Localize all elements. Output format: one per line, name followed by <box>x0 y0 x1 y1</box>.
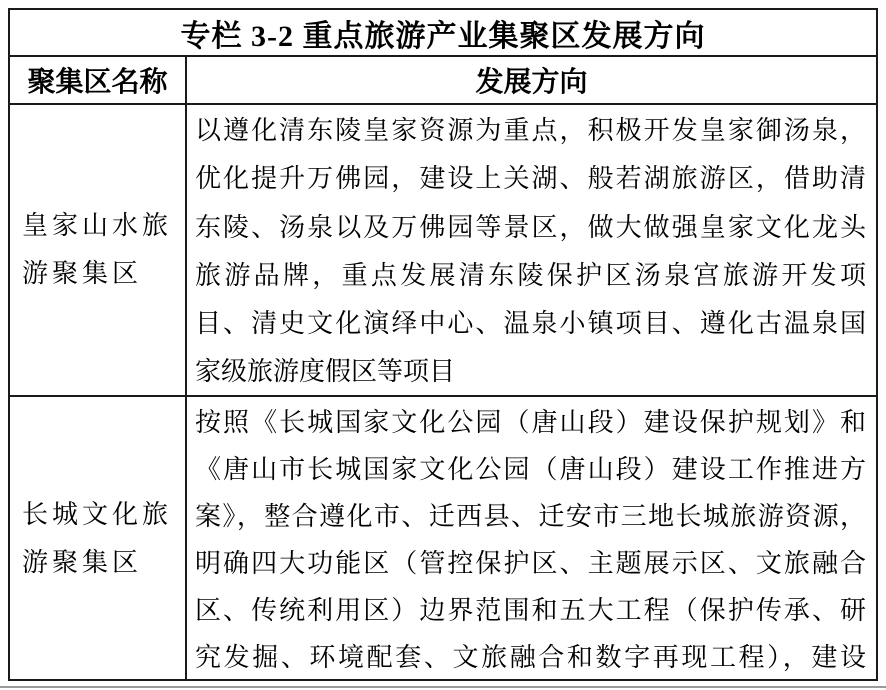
direction-cell <box>187 105 876 395</box>
header-development-direction: 发展方向 <box>475 67 588 98</box>
key-tourism-cluster-table <box>8 8 878 681</box>
table-continuation-line <box>0 686 886 688</box>
direction-line: 家级旅游度假区等项目 <box>195 357 456 387</box>
direction-paragraph <box>187 105 876 397</box>
cluster-name-cell <box>10 105 187 395</box>
direction-line: 究发掘、环境配套、文旅融合和数字再现工程），建设 <box>195 643 866 672</box>
cluster-name-great-wall: 长城文化旅游聚集区 <box>22 500 173 577</box>
table-header-row <box>10 57 876 105</box>
direction-line: 以遵化清东陵皇家资源为重点，积极开发皇家御汤泉， <box>195 116 866 145</box>
direction-line: 优化提升万佛园，建设上关湖、般若湖旅游区，借助清 <box>195 164 866 194</box>
direction-line: 《唐山市长城国家文化公园（唐山段）建设工作推进方 <box>195 455 866 484</box>
direction-line: 按照《长城国家文化公园（唐山段）建设保护规划》和 <box>195 408 866 437</box>
table-row-royal-landscape <box>10 105 876 397</box>
direction-line: 目、清史文化演绎中心、温泉小镇项目、遵化古温泉国 <box>195 309 866 339</box>
direction-line: 案》，整合遵化市、迁西县、迁安市三地长城旅游资源， <box>195 502 866 531</box>
cluster-name-cell <box>10 397 187 681</box>
direction-line: 旅游品牌，重点发展清东陵保护区汤泉宫旅游开发项 <box>195 260 866 290</box>
cluster-name-royal-landscape: 皇家山水旅游聚集区 <box>22 211 173 288</box>
header-cluster-name: 聚集区名称 <box>10 57 187 103</box>
direction-line: 东陵、汤泉以及万佛园等景区，做大做强皇家文化龙头 <box>195 212 866 242</box>
direction-line: 明确四大功能区（管控保护区、主题展示区、文旅融合 <box>195 549 866 578</box>
table-title: 专栏 3-2 重点旅游产业集聚区发展方向 <box>10 10 876 57</box>
table-row-great-wall-culture <box>10 397 876 681</box>
direction-cell <box>187 397 876 681</box>
direction-paragraph <box>187 397 876 681</box>
direction-line: 区、传统利用区）边界范围和五大工程（保护传承、研 <box>195 596 866 625</box>
